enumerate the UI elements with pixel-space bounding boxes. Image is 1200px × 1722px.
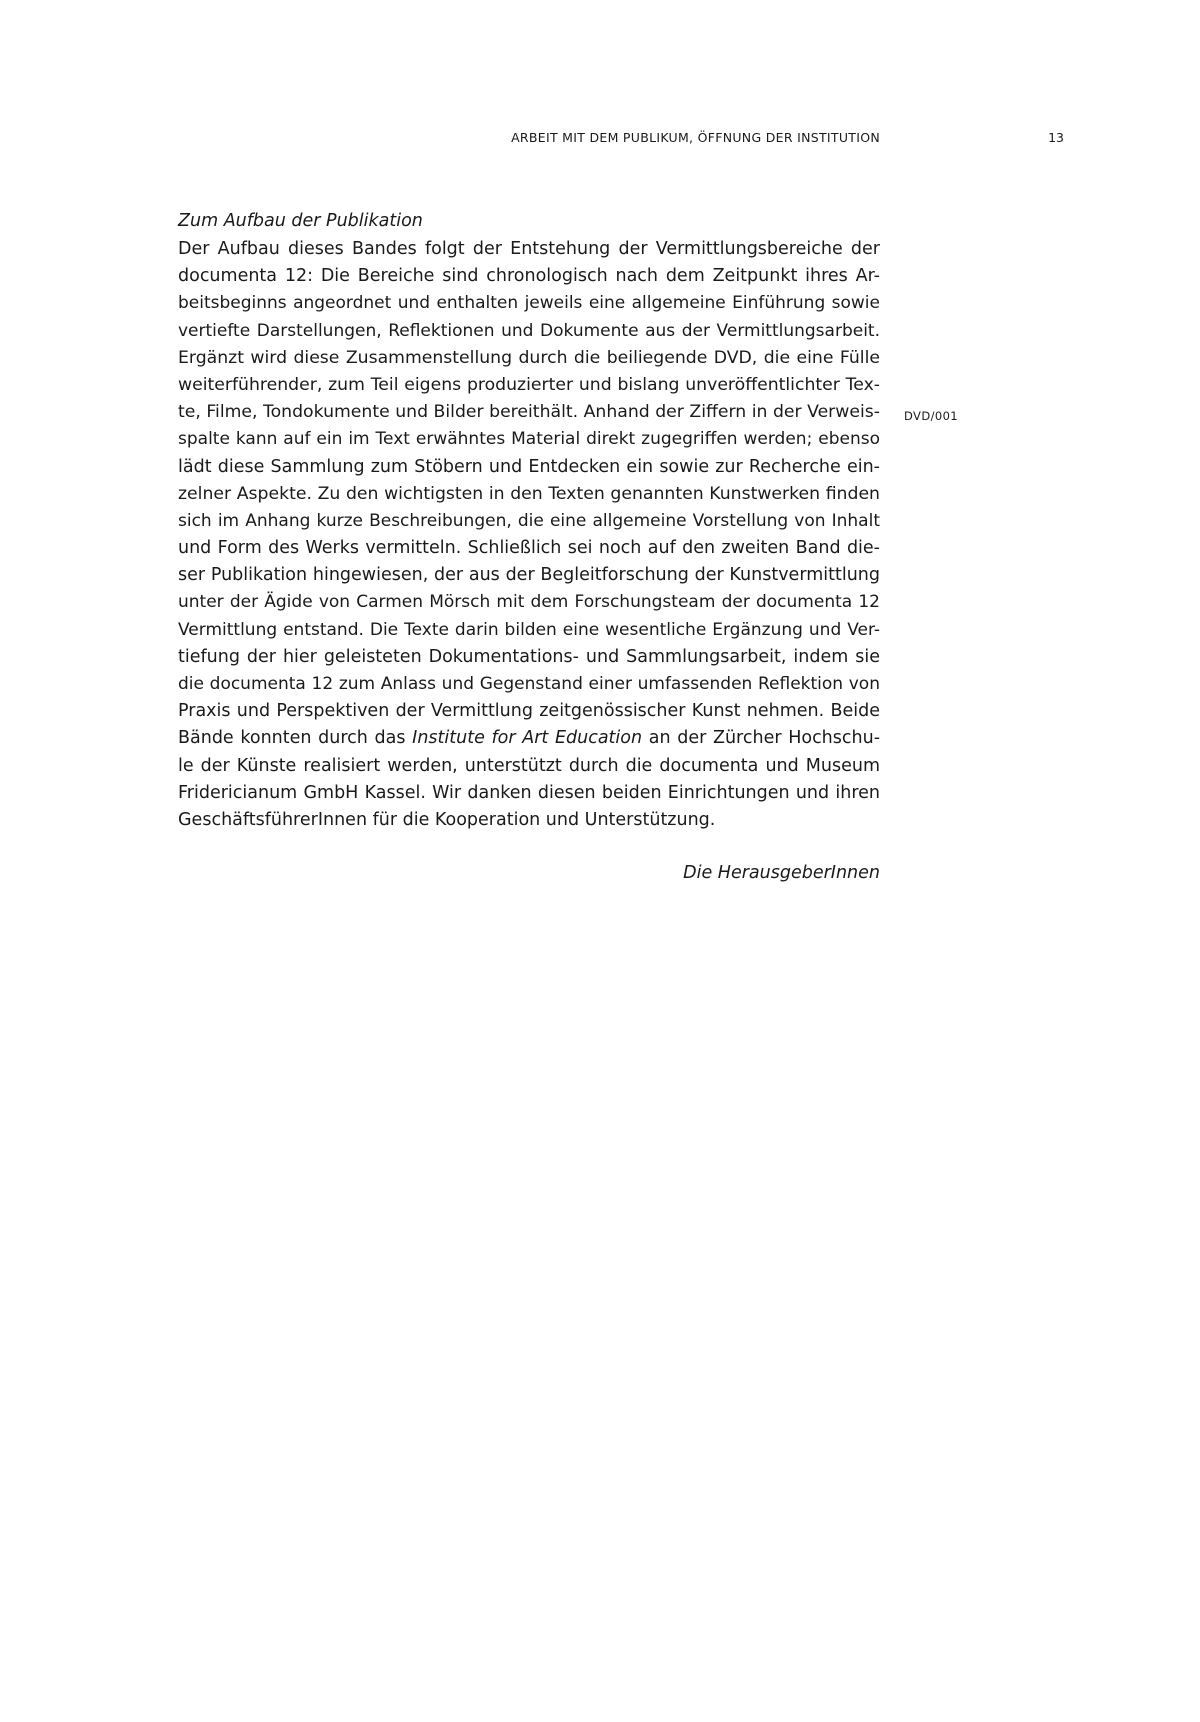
text-line: Vermittlung entstand. Die Texte darin bilden eine wesentliche Ergänzung und Ver- (178, 619, 880, 640)
running-head: ARBEIT MIT DEM PUBLIKUM, ÖFFNUNG DER INSTITUTION (511, 130, 880, 145)
institute-name: Institute for Art Education (412, 728, 643, 749)
text-line: Fridericianum GmbH Kassel. Wir danken diesen beiden Einrichtungen und ihren (178, 782, 880, 803)
text-line: tiefung der hier geleisteten Dokumentations- und Sammlungsarbeit, indem sie (178, 646, 880, 667)
text-line: sich im Anhang kurze Beschreibungen, die eine allgemeine Vorstellung von Inhalt (178, 510, 880, 531)
text-line: zelner Aspekte. Zu den wichtigsten in den Texten genannten Kunstwerken finden (178, 483, 880, 504)
text-line-with-italic (178, 725, 880, 752)
text-line: lädt diese Sammlung zum Stöbern und Entdecken ein sowie zur Recherche ein- (178, 456, 880, 477)
text-line: te, Filme, Tondokumente und Bilder bereithält. Anhand der Ziffern in der Verweis- (178, 402, 880, 423)
body-paragraph (178, 236, 880, 834)
text-segment: Bände konnten durch das (178, 728, 413, 749)
text-line: GeschäftsführerInnen für die Kooperation und Unterstützung. (178, 809, 716, 830)
margin-reference-dvd: DVD/001 (904, 409, 958, 423)
text-line: spalte kann auf ein im Text erwähntes Material direkt zugegriffen werden; ebenso (178, 429, 880, 450)
text-line: ser Publikation hingewiesen, der aus der Begleitforschung der Kunstvermittlung (178, 565, 880, 586)
text-segment: an der Zürcher Hochschu- (642, 728, 880, 749)
text-line: vertiefte Darstellungen, Reflektionen und Dokumente aus der Vermittlungsarbeit. (178, 320, 880, 341)
text-line: Praxis und Perspektiven der Vermittlung zeitgenössischer Kunst nehmen. Beide (178, 701, 880, 722)
text-line: und Form des Werks vermitteln. Schließlich sei noch auf den zweiten Band die- (178, 538, 880, 559)
text-line: documenta 12: Die Bereiche sind chronologisch nach dem Zeitpunkt ihres Ar- (178, 266, 880, 287)
text-line: Der Aufbau dieses Bandes folgt der Entstehung der Vermittlungsbereiche der (178, 239, 880, 259)
text-line: unter der Ägide von Carmen Mörsch mit dem Forschungsteam der documenta 12 (178, 592, 880, 613)
page-number: 13 (1048, 130, 1064, 145)
signature: Die HerausgeberInnen (683, 863, 880, 883)
text-line: Ergänzt wird diese Zusammenstellung durch die beiliegende DVD, die eine Fülle (178, 347, 880, 368)
text-line: die documenta 12 zum Anlass und Gegenstand einer umfassenden Reflektion von (178, 674, 880, 694)
section-heading: Zum Aufbau der Publikation (178, 211, 423, 231)
text-line: beitsbeginns angeordnet und enthalten jeweils eine allgemeine Einführung sowie (178, 293, 880, 314)
text-line: le der Künste realisiert werden, unterstützt durch die documenta und Museum (178, 755, 880, 776)
text-line: weiterführender, zum Teil eigens produzierter und bislang unveröffentlichter Tex- (178, 374, 880, 395)
